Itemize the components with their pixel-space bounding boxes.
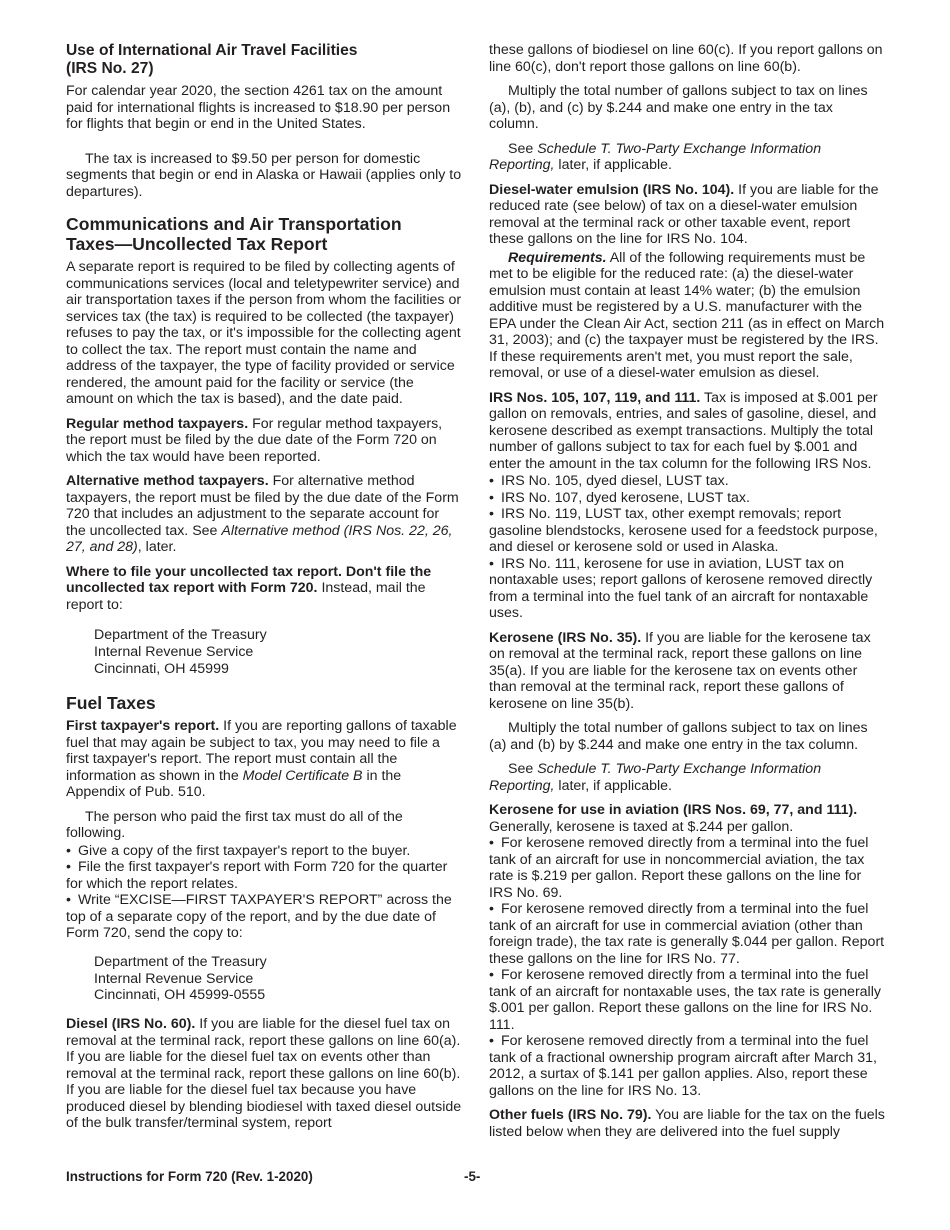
list-item: • IRS No. 119, LUST tax, other exempt removals; report gasoline blendstocks, kerosene used for a feedstock purpose, and diesel or kerosene sold or used in Alaska. — [489, 506, 885, 556]
paragraph-see-schedule-t: See Schedule T. Two-Party Exchange Information Reporting, later, if applicable. — [489, 761, 822, 794]
section-heading-international-air: Use of International Air Travel Facilities (IRS No. 27) — [66, 42, 358, 77]
heading-kerosene-aviation: Kerosene for use in aviation (IRS Nos. 69, 77, and 111). — [489, 802, 858, 818]
list-item: • For kerosene removed directly from a terminal into the fuel tank of an aircraft for use in noncommercial aviation, the tax rate is $.219 per gallon. Report these gallons on the line for IRS No. 69. — [489, 835, 885, 901]
paragraph-kerosene: Kerosene (IRS No. 35). If you are liable for the kerosene tax on removal at the terminal rack, report these gallons on line 35(a). If you are liable for the kerosene tax on events other than removal at the terminal rack, report these gallons of kerosene on line 35(b). — [489, 629, 871, 712]
list-item: • For kerosene removed directly from a terminal into the fuel tank of an aircraft for use in commercial aviation (other than foreign trade), the tax rate is generally $.044 per gallon. Report these gallons on the line for IRS No. 77. — [489, 901, 885, 967]
paragraph-other-fuels: Other fuels (IRS No. 79). You are liable for the tax on the fuels listed below when they are delivered into the fuel supply — [489, 1107, 885, 1140]
list-item: • Write “EXCISE—FIRST TAXPAYER'S REPORT” across the top of a separate copy of the report, and by the due date of Form 720, send the copy to: — [66, 892, 462, 942]
paragraph: For calendar year 2020, the section 4261 tax on the amount paid for international flights is increased to $18.90 per person for flights that begin or end in the United States. — [66, 83, 451, 132]
list-item: • IRS No. 105, dyed diesel, LUST tax. — [489, 473, 885, 490]
paragraph: A separate report is required to be filed by collecting agents of communications services (local and teletypewriter service) and air transportation taxes if the person from whom the facilities or services tax (the tax) is required to be collected (the taxpayer) refuses to pay the tax, or it's impossible for the collecting agent to collect the tax. The report must contain the name and address of the taxpayer, the type of facility provided or service rendered, the amount paid for the facility or service (the amount on which the tax is based), and the date paid. — [66, 259, 462, 407]
footer-form-title: Instructions for Form 720 (Rev. 1-2020) — [66, 1169, 313, 1184]
paragraph-first-taxpayer: First taxpayer's report. If you are reporting gallons of taxable fuel that may again be subject to tax, you may need to file a first taxpayer's report. The report must contain all the information as shown in the Model Certificate B in the Appendix of Pub. 510. — [66, 718, 457, 801]
paragraph-diesel-water: Diesel-water emulsion (IRS No. 104). If you are liable for the reduced rate (see below) of tax on a diesel-water emulsion removal at the terminal rack or other taxable event, report these gallons on the line for IRS No. 104. — [489, 181, 879, 247]
paragraph-requirements: Requirements. All of the following requirements must be met to be eligible for the reduced rate: (a) the diesel-water emulsion must contain at least 14% water; (b) the emulsion additive must be registered by a U.S. manufacturer with the EPA under the Clean Air Act, section 211 (as in effect on March 31, 2003); and (c) the taxpayer must be registered by the IRS. If these requirements aren't met, you must report the sale, removal, or use of a diesel-water emulsion as diesel. — [489, 249, 885, 381]
list-item: • IRS No. 107, dyed kerosene, LUST tax. — [489, 490, 885, 507]
paragraph-diesel: Diesel (IRS No. 60). If you are liable for the diesel fuel tax on removal at the terminal rack, report these gallons on line 60(a). If you are liable for the diesel fuel tax on events other than removal at the terminal rack, report these gallons on line 60(b). If you are liable for the diesel fuel tax because you have produced diesel by blending biodiesel with taxed diesel outside of the bulk transfer/terminal system, report — [66, 1016, 462, 1132]
mailing-address: Department of the Treasury Internal Revenue Service Cincinnati, OH 45999-0555 — [94, 953, 267, 1004]
paragraph: The tax is increased to $9.50 per person for domestic segments that begin or end in Alaska or Hawaii (applies only to departures). — [66, 150, 462, 200]
paragraph-see-schedule-t: See Schedule T. Two-Party Exchange Information Reporting, later, if applicable. — [489, 140, 822, 173]
section-heading-communications: Communications and Air Transportation Taxes—Uncollected Tax Report — [66, 214, 402, 254]
left-column — [66, 42, 462, 1140]
right-column — [489, 42, 885, 1148]
list-item: • IRS No. 111, kerosene for use in aviation, LUST tax on nontaxable uses; report gallons of kerosene removed directly from a terminal into the fuel tank of an aircraft for nontaxable uses. — [489, 556, 885, 622]
paragraph-where-to-file: Where to file your uncollected tax report. Don't file the uncollected tax report with Form 720. Instead, mail the report to: — [66, 563, 432, 613]
page-number: -5- — [464, 1169, 481, 1184]
paragraph-regular-method: Regular method taxpayers. For regular method taxpayers, the report must be filed by the due date of the Form 720 on which the tax would have been reported. — [66, 415, 443, 465]
paragraph-alternative-method: Alternative method taxpayers. For alternative method taxpayers, the report must be filed by the due date of the Form 720 that includes an adjustment to the separate account for the uncollected tax. See Alternative method (IRS Nos. 22, 26, 27, and 28), later. — [66, 473, 459, 555]
paragraph: The person who paid the first tax must do all of the following. — [66, 808, 403, 842]
list-item: • Give a copy of the first taxpayer's report to the buyer. — [66, 843, 462, 860]
paragraph-irs-105: IRS Nos. 105, 107, 119, and 111. Tax is imposed at $.001 per gallon on removals, entries, and sales of gasoline, diesel, and kerosene described as exempt transactions. Multiply the total number of gallons subject to tax for each fuel by $.001 and enter the amount in the tax column for the following IRS Nos. — [489, 389, 878, 472]
paragraph: these gallons of biodiesel on line 60(c). If you report gallons on line 60(c), don't report those gallons on line 60(b). — [489, 42, 883, 75]
list-item: • For kerosene removed directly from a terminal into the fuel tank of an aircraft for nontaxable uses, the tax rate is generally $.001 per gallon. Report these gallons on the line for IRS No. 111. — [489, 967, 885, 1033]
list-item: • For kerosene removed directly from a terminal into the fuel tank of a fractional ownership program aircraft after March 31, 2012, a surtax of $.141 per gallon applies. Also, report these gallons on the line for IRS No. 13. — [489, 1033, 885, 1099]
section-heading-fuel-taxes: Fuel Taxes — [66, 693, 156, 714]
list-item: • File the first taxpayer's report with Form 720 for the quarter for which the report relates. — [66, 859, 462, 892]
paragraph: Generally, kerosene is taxed at $.244 per gallon. — [489, 818, 794, 835]
paragraph: Multiply the total number of gallons subject to tax on lines (a), (b), and (c) by $.244 and make one entry in the tax column. — [489, 83, 868, 132]
paragraph: Multiply the total number of gallons subject to tax on lines (a) and (b) by $.244 and make one entry in the tax column. — [489, 720, 868, 753]
mailing-address: Department of the Treasury Internal Revenue Service Cincinnati, OH 45999 — [94, 627, 267, 677]
